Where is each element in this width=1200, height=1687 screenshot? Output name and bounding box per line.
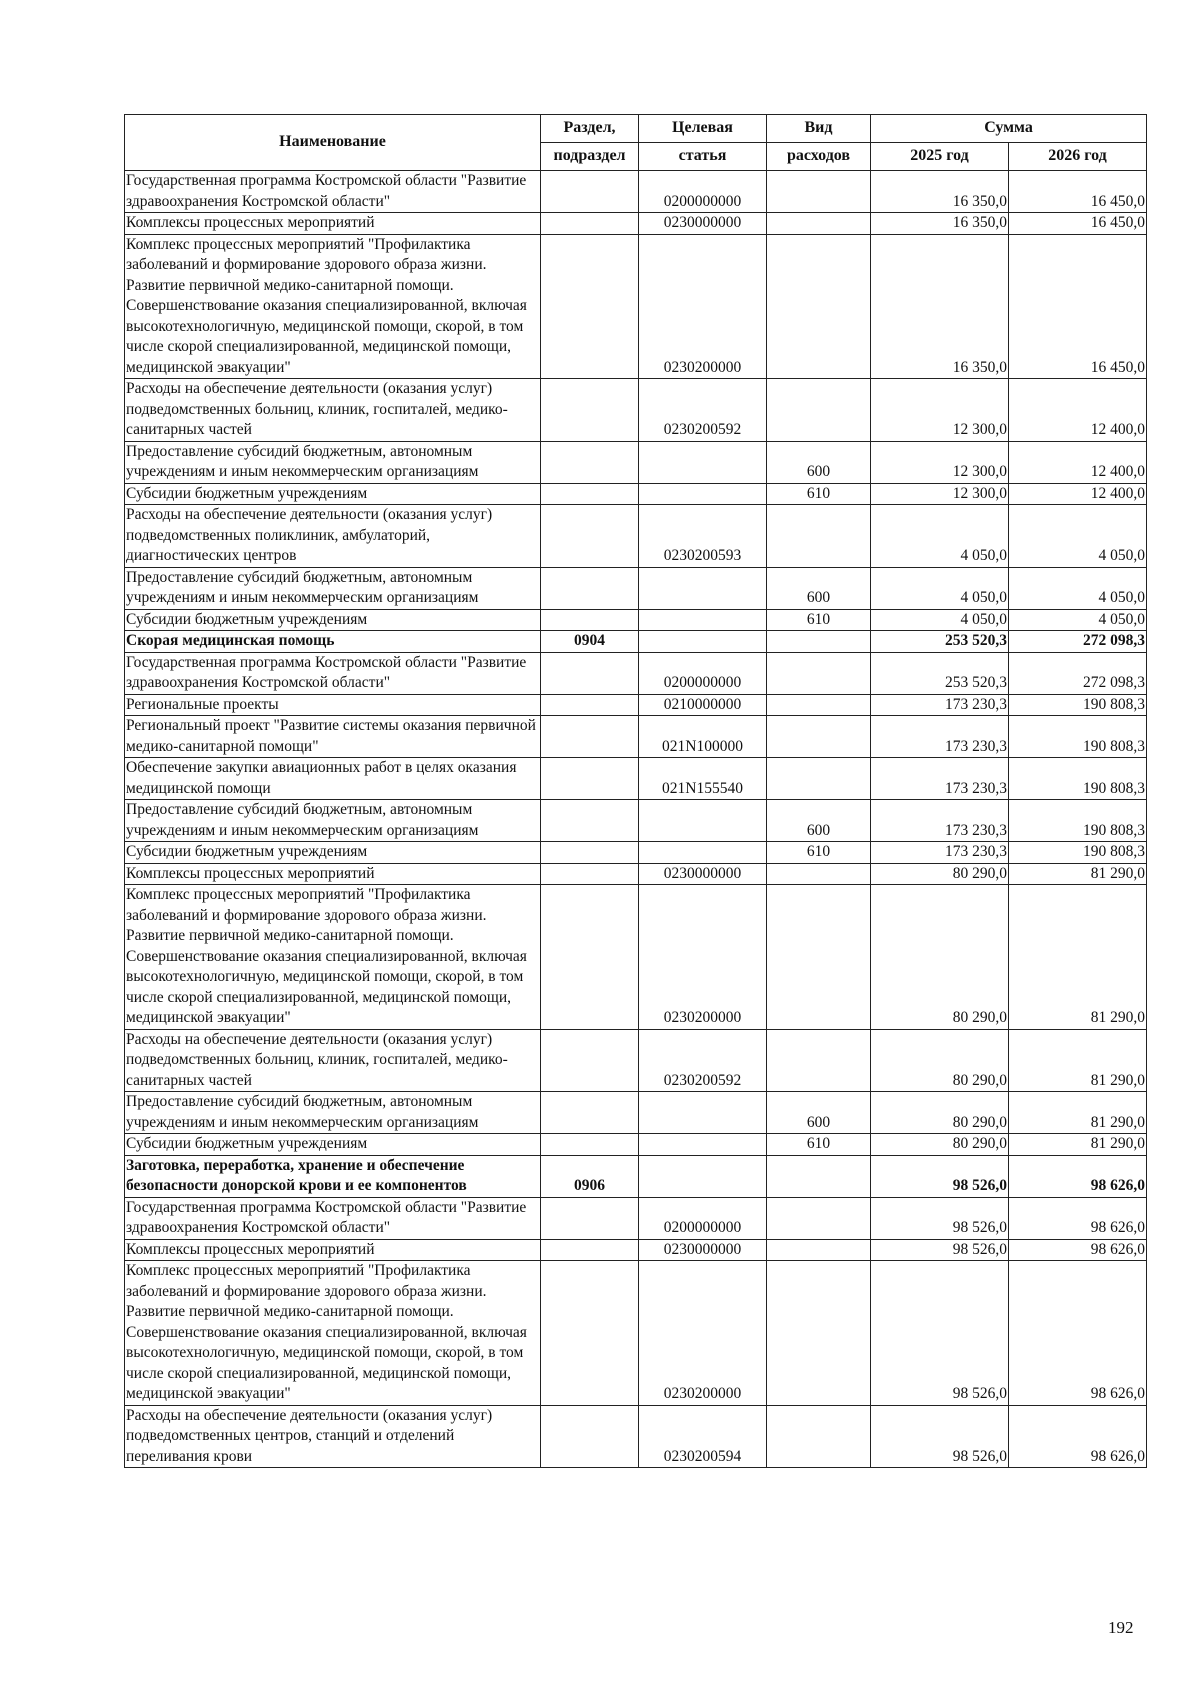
cell-name: Региональные проекты: [125, 694, 541, 716]
table-row: [125, 694, 1147, 716]
header-section-line2: подраздел: [541, 143, 639, 171]
cell-type: 600: [767, 567, 871, 609]
header-sum: Сумма: [871, 115, 1147, 143]
cell-target: [639, 567, 767, 609]
cell-sum-2026: 81 290,0: [1009, 1029, 1147, 1092]
cell-sum-2025: 173 230,3: [871, 842, 1009, 864]
cell-sum-2025: 98 526,0: [871, 1261, 1009, 1406]
cell-sum-2025: 80 290,0: [871, 863, 1009, 885]
cell-name: Предоставление субсидий бюджетным, автономным учреждениям и иным некоммерческим организациям: [125, 567, 541, 609]
table-row: [125, 631, 1147, 653]
cell-name: Расходы на обеспечение деятельности (оказания услуг) подведомственных центров, станций и отделений переливания крови: [125, 1405, 541, 1468]
cell-sum-2025: 98 526,0: [871, 1239, 1009, 1261]
cell-sum-2026: 190 808,3: [1009, 800, 1147, 842]
budget-table: [124, 114, 1147, 1468]
cell-section: [541, 1261, 639, 1406]
cell-target: [639, 1155, 767, 1197]
cell-sum-2026: 190 808,3: [1009, 758, 1147, 800]
cell-target: 0210000000: [639, 694, 767, 716]
table-header: [125, 115, 1147, 171]
header-type-line2: расходов: [767, 143, 871, 171]
cell-name: Предоставление субсидий бюджетным, автономным учреждениям и иным некоммерческим организациям: [125, 441, 541, 483]
cell-sum-2025: 16 350,0: [871, 234, 1009, 379]
cell-target: [639, 631, 767, 653]
cell-target: 0230200000: [639, 234, 767, 379]
cell-section: 0906: [541, 1155, 639, 1197]
cell-sum-2026: 81 290,0: [1009, 1134, 1147, 1156]
cell-name: Комплекс процессных мероприятий "Профилактика заболеваний и формирование здорового образа жизни. Развитие первичной медико-санитарной помощи. Совершенствование оказания специализированной, включая высокотехнологичную, медицинской помощи, скорой, в том числе скорой специализированной, медицинской помощи, медицинской эвакуации": [125, 234, 541, 379]
cell-target: 0200000000: [639, 652, 767, 694]
cell-sum-2026: 190 808,3: [1009, 842, 1147, 864]
cell-target: 0230000000: [639, 863, 767, 885]
cell-sum-2026: 16 450,0: [1009, 213, 1147, 235]
cell-sum-2026: 12 400,0: [1009, 441, 1147, 483]
cell-sum-2026: 16 450,0: [1009, 171, 1147, 213]
cell-section: [541, 1029, 639, 1092]
cell-section: [541, 758, 639, 800]
table-body: [125, 171, 1147, 1468]
cell-name: Расходы на обеспечение деятельности (оказания услуг) подведомственных поликлиник, амбулаторий, диагностических центров: [125, 505, 541, 568]
cell-type: [767, 379, 871, 442]
header-name: Наименование: [125, 115, 541, 171]
cell-sum-2025: 12 300,0: [871, 379, 1009, 442]
cell-name: Скорая медицинская помощь: [125, 631, 541, 653]
table-row: [125, 842, 1147, 864]
cell-target: 0230200594: [639, 1405, 767, 1468]
table-row: [125, 1405, 1147, 1468]
table-row: [125, 1197, 1147, 1239]
cell-section: [541, 441, 639, 483]
cell-type: 610: [767, 483, 871, 505]
table-row: [125, 567, 1147, 609]
cell-type: 600: [767, 800, 871, 842]
cell-sum-2025: 80 290,0: [871, 1092, 1009, 1134]
table-row: [125, 1029, 1147, 1092]
cell-section: [541, 505, 639, 568]
table-row: [125, 171, 1147, 213]
cell-name: Предоставление субсидий бюджетным, автономным учреждениям и иным некоммерческим организациям: [125, 800, 541, 842]
cell-section: [541, 609, 639, 631]
table-row: [125, 652, 1147, 694]
cell-target: 0230200592: [639, 1029, 767, 1092]
cell-sum-2025: 12 300,0: [871, 441, 1009, 483]
cell-sum-2026: 81 290,0: [1009, 1092, 1147, 1134]
table-row: [125, 441, 1147, 483]
cell-name: Комплекс процессных мероприятий "Профилактика заболеваний и формирование здорового образа жизни. Развитие первичной медико-санитарной помощи. Совершенствование оказания специализированной, включая высокотехнологичную, медицинской помощи, скорой, в том числе скорой специализированной, медицинской помощи, медицинской эвакуации": [125, 885, 541, 1030]
cell-type: 600: [767, 441, 871, 483]
cell-sum-2025: 16 350,0: [871, 171, 1009, 213]
table-row: [125, 609, 1147, 631]
cell-sum-2025: 80 290,0: [871, 1029, 1009, 1092]
table-row: [125, 213, 1147, 235]
cell-name: Субсидии бюджетным учреждениям: [125, 842, 541, 864]
cell-section: [541, 1134, 639, 1156]
cell-name: Расходы на обеспечение деятельности (оказания услуг) подведомственных больниц, клиник, госпиталей, медико-санитарных частей: [125, 379, 541, 442]
cell-sum-2026: 98 626,0: [1009, 1261, 1147, 1406]
cell-sum-2025: 253 520,3: [871, 652, 1009, 694]
cell-section: [541, 1405, 639, 1468]
cell-sum-2025: 173 230,3: [871, 758, 1009, 800]
table-row: [125, 863, 1147, 885]
cell-type: [767, 213, 871, 235]
cell-sum-2025: 98 526,0: [871, 1197, 1009, 1239]
cell-section: [541, 800, 639, 842]
cell-section: [541, 1092, 639, 1134]
cell-type: [767, 694, 871, 716]
cell-target: [639, 1134, 767, 1156]
cell-name: Государственная программа Костромской области "Развитие здравоохранения Костромской области": [125, 171, 541, 213]
table-row: [125, 505, 1147, 568]
cell-name: Комплексы процессных мероприятий: [125, 863, 541, 885]
cell-target: 021N100000: [639, 716, 767, 758]
cell-sum-2026: 12 400,0: [1009, 379, 1147, 442]
cell-type: [767, 631, 871, 653]
header-type-line1: Вид: [767, 115, 871, 143]
cell-section: 0904: [541, 631, 639, 653]
cell-sum-2025: 98 526,0: [871, 1405, 1009, 1468]
cell-target: 0200000000: [639, 171, 767, 213]
cell-section: [541, 863, 639, 885]
cell-sum-2026: 4 050,0: [1009, 609, 1147, 631]
cell-type: [767, 1261, 871, 1406]
cell-sum-2026: 12 400,0: [1009, 483, 1147, 505]
cell-type: [767, 1029, 871, 1092]
cell-target: 0230200000: [639, 1261, 767, 1406]
cell-sum-2026: 272 098,3: [1009, 652, 1147, 694]
table-row: [125, 1092, 1147, 1134]
page-number: 192: [1108, 1618, 1134, 1637]
cell-name: Комплексы процессных мероприятий: [125, 213, 541, 235]
cell-target: [639, 483, 767, 505]
cell-sum-2025: 4 050,0: [871, 609, 1009, 631]
table-row: [125, 1155, 1147, 1197]
cell-sum-2025: 173 230,3: [871, 716, 1009, 758]
cell-name: Предоставление субсидий бюджетным, автономным учреждениям и иным некоммерческим организациям: [125, 1092, 541, 1134]
cell-name: Комплекс процессных мероприятий "Профилактика заболеваний и формирование здорового образа жизни. Развитие первичной медико-санитарной помощи. Совершенствование оказания специализированной, включая высокотехнологичную, медицинской помощи, скорой, в том числе скорой специализированной, медицинской помощи, медицинской эвакуации": [125, 1261, 541, 1406]
table-row: [125, 1261, 1147, 1406]
cell-type: [767, 1155, 871, 1197]
cell-target: 0230000000: [639, 213, 767, 235]
cell-sum-2025: 253 520,3: [871, 631, 1009, 653]
cell-sum-2026: 98 626,0: [1009, 1197, 1147, 1239]
cell-sum-2026: 190 808,3: [1009, 694, 1147, 716]
cell-sum-2026: 98 626,0: [1009, 1155, 1147, 1197]
header-target-line2: статья: [639, 143, 767, 171]
cell-sum-2025: 80 290,0: [871, 885, 1009, 1030]
cell-section: [541, 885, 639, 1030]
cell-sum-2025: 80 290,0: [871, 1134, 1009, 1156]
budget-sheet: [124, 114, 1146, 1468]
cell-section: [541, 234, 639, 379]
cell-section: [541, 213, 639, 235]
cell-type: 610: [767, 842, 871, 864]
cell-target: 021N155540: [639, 758, 767, 800]
cell-type: [767, 652, 871, 694]
cell-section: [541, 483, 639, 505]
cell-target: [639, 842, 767, 864]
cell-type: [767, 758, 871, 800]
cell-section: [541, 716, 639, 758]
table-row: [125, 234, 1147, 379]
header-year-2025: 2025 год: [871, 143, 1009, 171]
cell-sum-2026: 98 626,0: [1009, 1405, 1147, 1468]
cell-sum-2026: 4 050,0: [1009, 505, 1147, 568]
cell-target: 0230000000: [639, 1239, 767, 1261]
cell-name: Государственная программа Костромской области "Развитие здравоохранения Костромской области": [125, 1197, 541, 1239]
cell-section: [541, 379, 639, 442]
cell-name: Субсидии бюджетным учреждениям: [125, 483, 541, 505]
cell-section: [541, 652, 639, 694]
cell-type: 610: [767, 609, 871, 631]
cell-sum-2026: 190 808,3: [1009, 716, 1147, 758]
table-row: [125, 1134, 1147, 1156]
cell-section: [541, 1239, 639, 1261]
cell-sum-2026: 98 626,0: [1009, 1239, 1147, 1261]
cell-sum-2026: 16 450,0: [1009, 234, 1147, 379]
cell-type: [767, 863, 871, 885]
cell-name: Обеспечение закупки авиационных работ в целях оказания медицинской помощи: [125, 758, 541, 800]
cell-name: Субсидии бюджетным учреждениям: [125, 1134, 541, 1156]
cell-name: Региональный проект "Развитие системы оказания первичной медико-санитарной помощи": [125, 716, 541, 758]
header-section-line1: Раздел,: [541, 115, 639, 143]
cell-sum-2026: 81 290,0: [1009, 885, 1147, 1030]
cell-section: [541, 171, 639, 213]
cell-section: [541, 1197, 639, 1239]
cell-target: [639, 609, 767, 631]
cell-sum-2025: 4 050,0: [871, 567, 1009, 609]
cell-section: [541, 567, 639, 609]
table-row: [125, 885, 1147, 1030]
cell-type: [767, 1405, 871, 1468]
cell-name: Субсидии бюджетным учреждениям: [125, 609, 541, 631]
cell-sum-2026: 81 290,0: [1009, 863, 1147, 885]
cell-sum-2026: 272 098,3: [1009, 631, 1147, 653]
cell-sum-2025: 4 050,0: [871, 505, 1009, 568]
table-row: [125, 716, 1147, 758]
cell-type: [767, 885, 871, 1030]
cell-type: 610: [767, 1134, 871, 1156]
cell-section: [541, 842, 639, 864]
cell-name: Расходы на обеспечение деятельности (оказания услуг) подведомственных больниц, клиник, госпиталей, медико-санитарных частей: [125, 1029, 541, 1092]
cell-section: [541, 694, 639, 716]
cell-sum-2025: 16 350,0: [871, 213, 1009, 235]
cell-target: 0200000000: [639, 1197, 767, 1239]
table-row: [125, 800, 1147, 842]
cell-type: [767, 716, 871, 758]
cell-name: Заготовка, переработка, хранение и обеспечение безопасности донорской крови и ее компонентов: [125, 1155, 541, 1197]
cell-sum-2025: 12 300,0: [871, 483, 1009, 505]
cell-target: 0230200000: [639, 885, 767, 1030]
cell-target: [639, 800, 767, 842]
cell-type: [767, 1197, 871, 1239]
cell-type: [767, 171, 871, 213]
header-target-line1: Целевая: [639, 115, 767, 143]
cell-type: [767, 505, 871, 568]
cell-target: [639, 1092, 767, 1134]
header-year-2026: 2026 год: [1009, 143, 1147, 171]
cell-type: 600: [767, 1092, 871, 1134]
cell-sum-2025: 173 230,3: [871, 800, 1009, 842]
cell-sum-2026: 4 050,0: [1009, 567, 1147, 609]
table-row: [125, 379, 1147, 442]
cell-target: 0230200592: [639, 379, 767, 442]
table-row: [125, 1239, 1147, 1261]
cell-type: [767, 1239, 871, 1261]
cell-name: Комплексы процессных мероприятий: [125, 1239, 541, 1261]
cell-sum-2025: 98 526,0: [871, 1155, 1009, 1197]
cell-target: [639, 441, 767, 483]
table-row: [125, 758, 1147, 800]
cell-name: Государственная программа Костромской области "Развитие здравоохранения Костромской области": [125, 652, 541, 694]
cell-type: [767, 234, 871, 379]
table-row: [125, 483, 1147, 505]
cell-sum-2025: 173 230,3: [871, 694, 1009, 716]
cell-target: 0230200593: [639, 505, 767, 568]
